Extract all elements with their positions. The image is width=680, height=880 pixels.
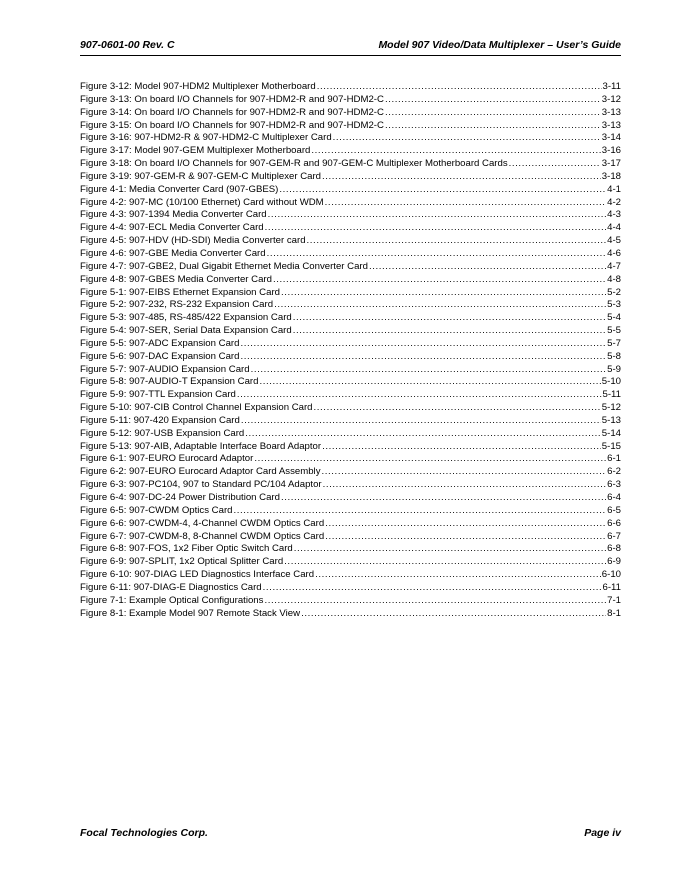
toc-entry-title: Figure 7-1: Example Optical Configurations	[80, 594, 264, 606]
page-footer	[80, 827, 621, 841]
toc-entry-page: 5-12	[601, 402, 621, 414]
toc-entry-page: 4-7	[607, 260, 621, 272]
toc-entry-page: 4-6	[607, 247, 621, 259]
toc-entry[interactable]	[80, 312, 621, 325]
toc-entry-page: 5-15	[601, 440, 621, 452]
toc-entry-title: Figure 6-4: 907-DC-24 Power Distribution Card	[80, 492, 280, 503]
dot-leader	[279, 184, 606, 197]
toc-entry-title: Figure 6-5: 907-CWDM Optics Card	[80, 504, 233, 516]
toc-entry-title: Figure 6-11: 907-DIAG-E Diagnostics Card	[80, 581, 262, 593]
toc-entry-page: 6-5	[607, 504, 621, 516]
toc-entry-title: Figure 5-1: 907-EIBS Ethernet Expansion Card	[80, 286, 280, 298]
toc-entry-page: 6-8	[607, 543, 621, 555]
toc-entry[interactable]	[80, 479, 621, 492]
toc-entry[interactable]	[80, 415, 621, 428]
dot-leader	[294, 543, 606, 556]
toc-entry[interactable]	[80, 351, 621, 364]
toc-entry-title: Figure 3-12: Model 907-HDM2 Multiplexer Motherboard	[80, 81, 316, 92]
toc-entry[interactable]	[80, 492, 621, 505]
toc-entry-title: Figure 6-1: 907-EURO Eurocard Adaptor	[80, 453, 254, 465]
dot-leader	[385, 107, 601, 120]
dot-leader	[509, 158, 601, 171]
toc-entry-page: 3-12	[601, 93, 621, 105]
toc-entry[interactable]	[80, 248, 621, 261]
toc-entry[interactable]	[80, 582, 621, 595]
dot-leader	[237, 389, 602, 402]
toc-entry[interactable]	[80, 389, 621, 402]
toc-entry-title: Figure 5-5: 907-ADC Expansion Card	[80, 337, 240, 349]
toc-entry-title: Figure 3-16: 907-HDM2-R & 907-HDM2-C Multiplexer Card	[80, 132, 332, 144]
toc-entry-title: Figure 4-5: 907-HDV (HD-SDI) Media Converter card	[80, 235, 306, 247]
toc-entry-page: 6-10	[601, 569, 621, 581]
dot-leader	[267, 248, 607, 261]
toc-entry-title: Figure 4-8: 907-GBES Media Converter Card	[80, 273, 272, 285]
toc-entry[interactable]	[80, 402, 621, 415]
toc-entry[interactable]	[80, 107, 621, 120]
toc-entry-title: Figure 5-9: 907-TTL Expansion Card	[80, 389, 236, 401]
toc-entry[interactable]	[80, 158, 621, 171]
toc-entry-page: 5-14	[601, 427, 621, 439]
toc-entry[interactable]	[80, 94, 621, 107]
toc-entry[interactable]	[80, 325, 621, 338]
toc-entry-title: Figure 3-19: 907-GEM-R & 907-GEM-C Multiplexer Card	[80, 170, 321, 182]
toc-entry-page: 6-11	[602, 581, 621, 593]
toc-entry[interactable]	[80, 132, 621, 145]
toc-entry-page: 4-8	[607, 273, 621, 285]
dot-leader	[268, 209, 606, 222]
dot-leader	[259, 376, 600, 389]
toc-entry-title: Figure 4-4: 907-ECL Media Converter Card	[80, 222, 264, 234]
dot-leader	[314, 402, 601, 415]
toc-entry[interactable]	[80, 531, 621, 544]
toc-entry-title: Figure 6-9: 907-SPLIT, 1x2 Optical Splitter Card	[80, 556, 284, 568]
toc-entry[interactable]	[80, 235, 621, 248]
toc-entry[interactable]	[80, 569, 621, 582]
toc-entry-title: Figure 5-8: 907-AUDIO-T Expansion Card	[80, 376, 259, 388]
dot-leader	[273, 274, 606, 287]
toc-entry-title: Figure 6-6: 907-CWDM-4, 4-Channel CWDM Optics Card	[80, 517, 325, 529]
toc-entry[interactable]	[80, 171, 621, 184]
toc-entry-page: 3-13	[601, 119, 621, 131]
toc-entry[interactable]	[80, 364, 621, 377]
toc-entry-page: 7-1	[607, 594, 621, 606]
toc-entry-title: Figure 8-1: Example Model 907 Remote Stack View	[80, 607, 301, 619]
dot-leader	[245, 428, 601, 441]
toc-entry-title: Figure 6-3: 907-PC104, 907 to Standard PC/104 Adaptor	[80, 479, 322, 491]
dot-leader	[281, 287, 606, 300]
toc-entry[interactable]	[80, 261, 621, 274]
dot-leader	[317, 81, 602, 94]
toc-entry-page: 3-18	[601, 170, 621, 182]
toc-entry[interactable]	[80, 608, 621, 621]
toc-entry-page: 4-4	[607, 222, 621, 234]
toc-entry-title: Figure 3-13: On board I/O Channels for 907-HDM2-R and 907-HDM2-C	[80, 93, 384, 105]
dot-leader	[385, 120, 601, 133]
toc-entry-title: Figure 5-12: 907-USB Expansion Card	[80, 427, 245, 439]
dot-leader	[241, 415, 601, 428]
toc-entry[interactable]	[80, 197, 621, 210]
toc-entry[interactable]	[80, 209, 621, 222]
toc-entry[interactable]	[80, 287, 621, 300]
dot-leader	[263, 582, 602, 595]
dot-leader	[307, 235, 607, 248]
toc-entry-title: Figure 5-11: 907-420 Expansion Card	[80, 414, 240, 426]
dot-leader	[274, 299, 606, 312]
toc-entry-title: Figure 6-10: 907-DIAG LED Diagnostics Interface Card	[80, 569, 315, 581]
toc-entry[interactable]	[80, 299, 621, 312]
toc-entry[interactable]	[80, 222, 621, 235]
toc-entry-title: Figure 5-2: 907-232, RS-232 Expansion Card	[80, 299, 274, 311]
dot-leader	[240, 338, 606, 351]
toc-entry-title: Figure 3-18: On board I/O Channels for 907-GEM-R and 907-GEM-C Multiplexer Motherboard Cards	[80, 158, 508, 170]
toc-entry-page: 5-9	[607, 363, 621, 375]
toc-entry[interactable]	[80, 556, 621, 569]
dot-leader	[265, 222, 607, 235]
toc-entry-title: Figure 6-7: 907-CWDM-8, 8-Channel CWDM Optics Card	[80, 530, 325, 542]
toc-entry[interactable]	[80, 184, 621, 197]
toc-entry-page: 6-6	[607, 517, 621, 529]
toc-entry-page: 5-5	[607, 325, 621, 337]
toc-entry-title: Figure 6-8: 907-FOS, 1x2 Fiber Optic Switch Card	[80, 543, 293, 555]
dot-leader	[293, 325, 606, 338]
toc-entry-page: 6-1	[607, 453, 621, 465]
toc-entry[interactable]	[80, 441, 621, 454]
toc-entry[interactable]	[80, 338, 621, 351]
toc-entry-title: Figure 6-2: 907-EURO Eurocard Adaptor Card Assembly	[80, 466, 321, 478]
toc-entry-title: Figure 4-7: 907-GBE2, Dual Gigabit Ethernet Media Converter Card	[80, 260, 368, 272]
toc-entry-page: 5-13	[601, 414, 621, 426]
toc-entry-title: Figure 4-6: 907-GBE Media Converter Card	[80, 247, 266, 259]
toc-entry[interactable]	[80, 274, 621, 287]
toc-entry-page: 6-7	[607, 530, 621, 542]
toc-entry-title: Figure 5-4: 907-SER, Serial Data Expansion Card	[80, 325, 292, 337]
page-number: Page iv	[584, 827, 621, 839]
toc-entry-page: 5-4	[607, 312, 621, 324]
toc-entry-title: Figure 5-3: 907-485, RS-485/422 Expansion Card	[80, 312, 292, 324]
toc-entry[interactable]	[80, 81, 621, 94]
toc-entry-page: 6-3	[607, 479, 621, 491]
toc-entry-title: Figure 5-6: 907-DAC Expansion Card	[80, 350, 240, 362]
toc-entry-page: 4-5	[607, 235, 621, 247]
toc-entry-title: Figure 4-2: 907-MC (10/100 Ethernet) Card without WDM	[80, 196, 324, 208]
toc-entry[interactable]	[80, 428, 621, 441]
dot-leader	[240, 351, 606, 364]
toc-entry-page: 6-2	[607, 466, 621, 478]
toc-entry-title: Figure 4-3: 907-1394 Media Converter Card	[80, 209, 267, 221]
toc-entry[interactable]	[80, 543, 621, 556]
dot-leader	[254, 453, 606, 466]
dot-leader	[315, 569, 601, 582]
dot-leader	[325, 197, 606, 210]
dot-leader	[264, 595, 606, 608]
toc-entry-page: 3-11	[602, 81, 621, 92]
toc-entry-title: Figure 4-1: Media Converter Card (907-GBES)	[80, 183, 279, 195]
toc-entry-title: Figure 5-10: 907-CIB Control Channel Expansion Card	[80, 402, 313, 414]
dot-leader	[333, 132, 601, 145]
document-title: Model 907 Video/Data Multiplexer – User’s Guide	[378, 39, 621, 51]
dot-leader	[301, 608, 606, 621]
toc-entry[interactable]	[80, 376, 621, 389]
dot-leader	[322, 441, 601, 454]
toc-entry-page: 5-7	[607, 337, 621, 349]
dot-leader	[325, 531, 606, 544]
dot-leader	[293, 312, 606, 325]
toc-entry-title: Figure 3-14: On board I/O Channels for 907-HDM2-R and 907-HDM2-C	[80, 106, 384, 118]
document-number: 907-0601-00 Rev. C	[80, 39, 175, 51]
company-name: Focal Technologies Corp.	[80, 827, 208, 839]
toc-entry-title: Figure 5-13: 907-AIB, Adaptable Interface Board Adaptor	[80, 440, 322, 452]
toc-entry-page: 4-3	[607, 209, 621, 221]
dot-leader	[369, 261, 606, 274]
dot-leader	[251, 364, 607, 377]
dot-leader	[311, 145, 600, 158]
list-of-figures	[80, 81, 621, 620]
toc-entry-page: 4-1	[607, 183, 621, 195]
toc-entry-page: 3-16	[601, 145, 621, 157]
toc-entry-page: 5-10	[601, 376, 621, 388]
dot-leader	[385, 94, 601, 107]
dot-leader	[233, 505, 606, 518]
toc-entry-page: 5-8	[607, 350, 621, 362]
toc-entry[interactable]	[80, 505, 621, 518]
toc-entry-page: 3-14	[601, 132, 621, 144]
toc-entry[interactable]	[80, 518, 621, 531]
dot-leader	[323, 479, 607, 492]
dot-leader	[322, 466, 607, 479]
toc-entry-page: 4-2	[607, 196, 621, 208]
toc-entry-title: Figure 3-15: On board I/O Channels for 907-HDM2-R and 907-HDM2-C	[80, 119, 384, 131]
dot-leader	[325, 518, 606, 531]
toc-entry[interactable]	[80, 120, 621, 133]
toc-entry-page: 6-4	[607, 492, 621, 503]
dot-leader	[284, 556, 606, 569]
page-header	[80, 39, 621, 56]
toc-entry[interactable]	[80, 466, 621, 479]
toc-entry[interactable]	[80, 453, 621, 466]
toc-entry-page: 3-13	[601, 106, 621, 118]
toc-entry-title: Figure 3-17: Model 907-GEM Multiplexer Motherboard	[80, 145, 311, 157]
toc-entry-page: 3-17	[601, 158, 621, 170]
toc-entry-page: 5-11	[602, 389, 621, 401]
dot-leader	[281, 492, 606, 505]
toc-entry-page: 8-1	[607, 607, 621, 619]
toc-entry-page: 6-9	[607, 556, 621, 568]
dot-leader	[322, 171, 601, 184]
toc-entry-page: 5-2	[607, 286, 621, 298]
toc-entry-page: 5-3	[607, 299, 621, 311]
toc-entry-title: Figure 5-7: 907-AUDIO Expansion Card	[80, 363, 250, 375]
toc-entry[interactable]	[80, 145, 621, 158]
toc-entry[interactable]	[80, 595, 621, 608]
